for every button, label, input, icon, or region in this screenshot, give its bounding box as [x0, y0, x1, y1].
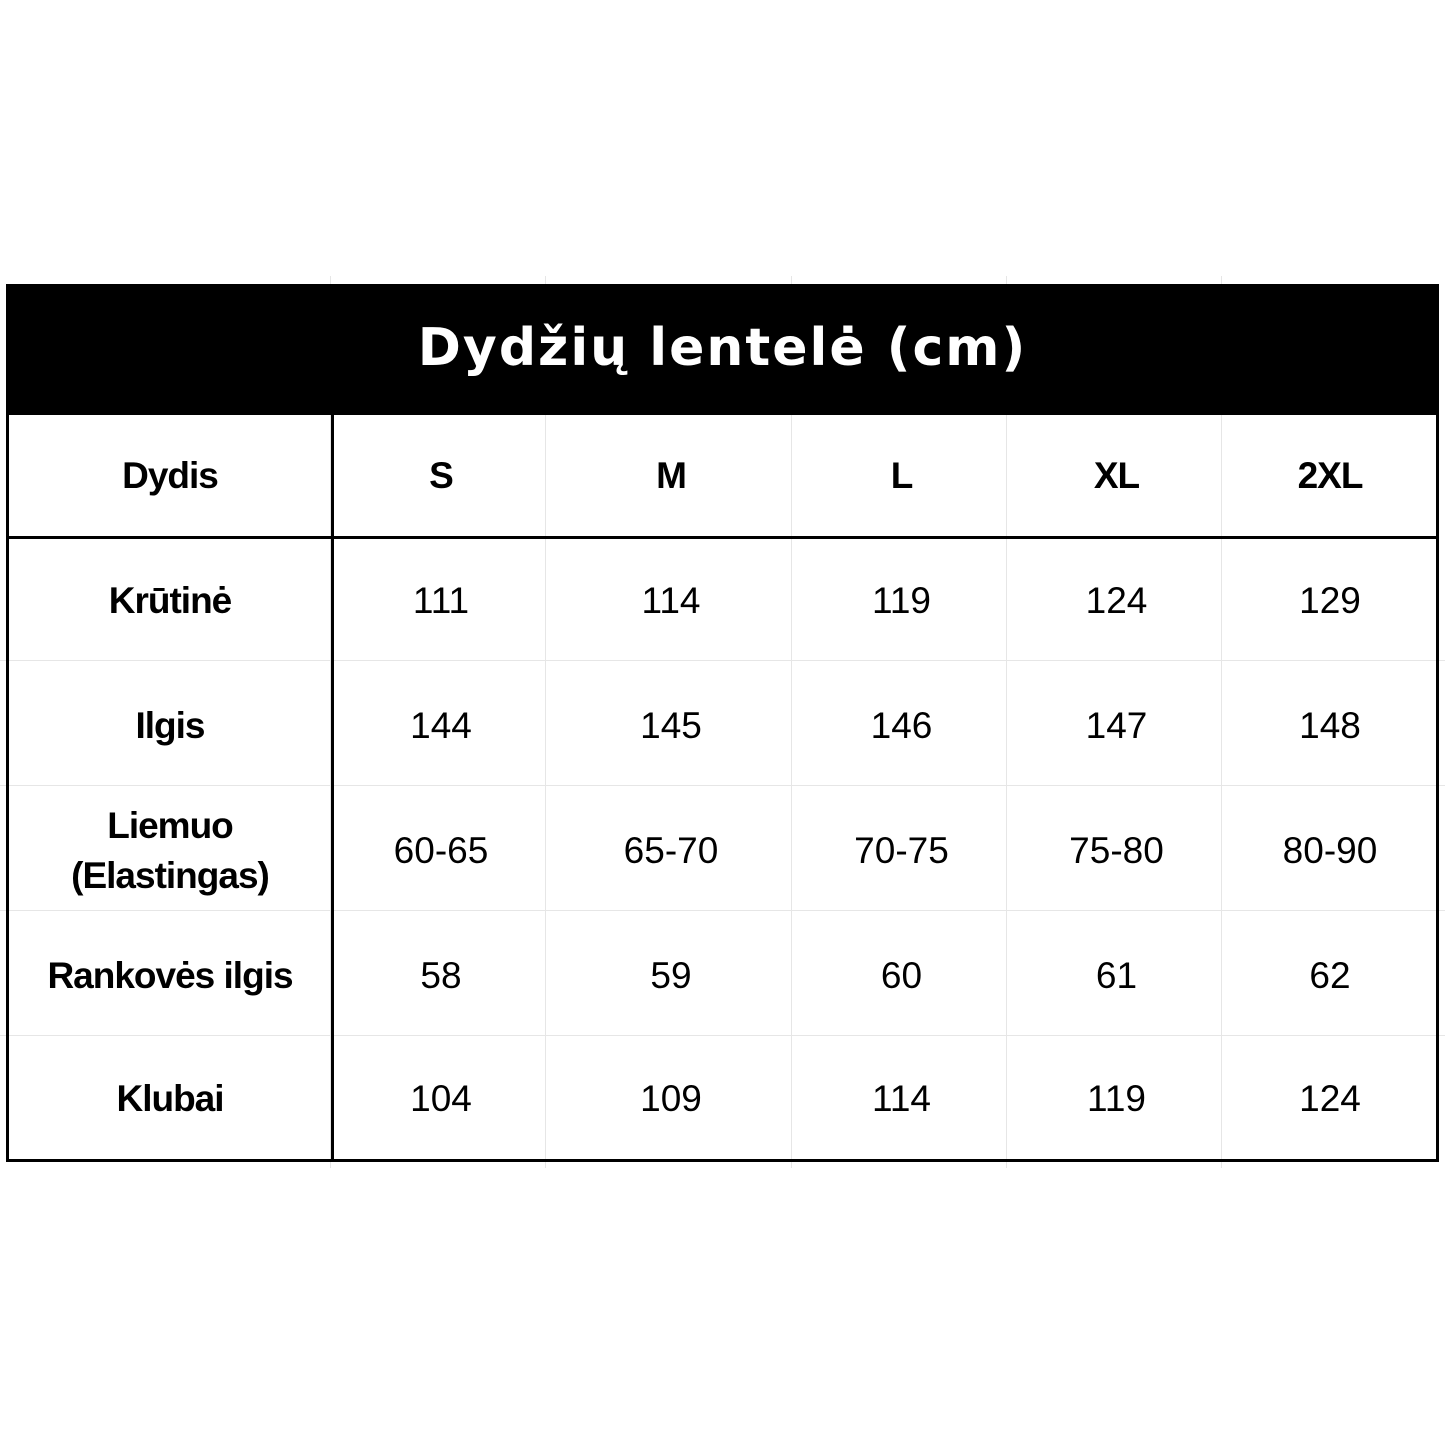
header-size-cell: 2XL	[1297, 454, 1363, 496]
size-table	[6, 284, 1439, 1162]
header-size-cell: S	[429, 454, 453, 496]
value-cell: 114	[872, 1077, 931, 1119]
value-cell: 109	[640, 1077, 702, 1119]
value-cell: 146	[870, 704, 933, 746]
value-cell: 129	[1299, 580, 1361, 622]
row-label-line: (Elastingas)	[71, 854, 269, 896]
value-cell: 144	[410, 704, 472, 746]
value-cell: 60-65	[393, 829, 489, 871]
value-cell: 124	[1085, 580, 1148, 622]
row-label-line: Liemuo	[107, 804, 233, 846]
row-label-cell: Ilgis	[135, 704, 205, 746]
header-size-cell: L	[890, 454, 913, 496]
value-cell: 75-80	[1069, 829, 1164, 871]
value-cell: 60	[880, 954, 923, 996]
header-size-cell: M	[656, 454, 686, 496]
row-label-cell: Rankovės ilgis	[47, 954, 293, 996]
header-label-cell: Dydis	[122, 454, 218, 496]
value-cell: 62	[1309, 954, 1351, 996]
row-label-cell: Klubai	[116, 1077, 224, 1119]
value-cell: 58	[420, 954, 462, 996]
table-title: Dydžių lentelė (cm)	[417, 318, 1028, 378]
header-size-cell: XL	[1093, 454, 1140, 496]
value-cell: 70-75	[854, 829, 949, 871]
value-cell: 65-70	[623, 829, 719, 871]
value-cell: 111	[412, 580, 470, 622]
value-cell: 114	[641, 580, 701, 622]
title-bar	[9, 287, 1436, 415]
row-label-cell: Krūtinė	[108, 580, 232, 622]
row-label-cell	[9, 788, 331, 913]
value-cell: 145	[640, 704, 702, 746]
value-cell: 61	[1095, 954, 1138, 996]
value-cell: 148	[1299, 704, 1361, 746]
value-cell: 104	[410, 1077, 472, 1119]
value-cell: 59	[650, 954, 692, 996]
value-cell: 80-90	[1282, 829, 1378, 871]
value-cell: 124	[1299, 1077, 1361, 1119]
value-cell: 119	[1087, 1077, 1146, 1119]
value-cell: 119	[872, 580, 931, 622]
value-cell: 147	[1085, 704, 1148, 746]
